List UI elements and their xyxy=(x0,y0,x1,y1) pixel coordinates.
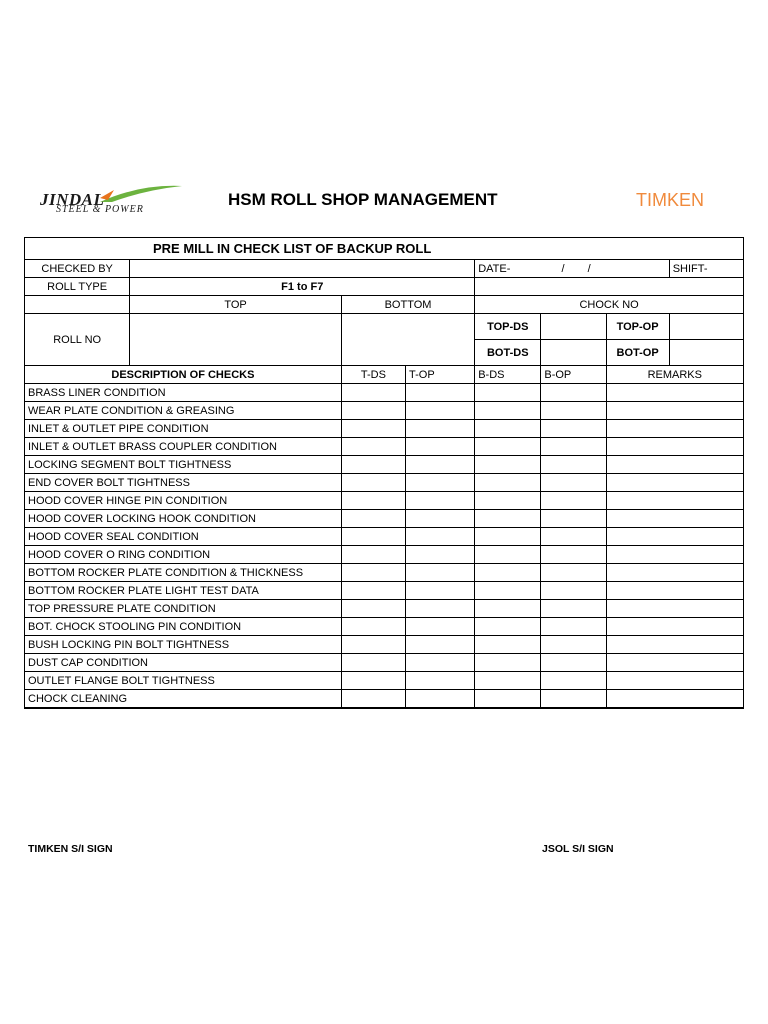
b-op-cell[interactable] xyxy=(541,402,606,420)
roll-type-value[interactable]: F1 to F7 xyxy=(130,278,475,296)
check-description: OUTLET FLANGE BOLT TIGHTNESS xyxy=(25,672,342,690)
table-row xyxy=(25,582,744,600)
t-op-cell[interactable] xyxy=(406,600,475,618)
check-description: END COVER BOLT TIGHTNESS xyxy=(25,474,342,492)
description-header: DESCRIPTION OF CHECKS xyxy=(25,366,342,384)
table-row xyxy=(25,384,744,402)
remarks-cell[interactable] xyxy=(606,474,743,492)
t-op-cell[interactable] xyxy=(406,492,475,510)
check-description: LOCKING SEGMENT BOLT TIGHTNESS xyxy=(25,456,342,474)
t-ds-cell[interactable] xyxy=(341,618,405,636)
t-op-cell[interactable] xyxy=(406,510,475,528)
b-ds-cell[interactable] xyxy=(475,600,541,618)
table-row xyxy=(25,528,744,546)
t-ds-cell[interactable] xyxy=(341,528,405,546)
b-op-cell[interactable] xyxy=(541,564,606,582)
t-op-cell[interactable] xyxy=(406,654,475,672)
chock-no-label: CHOCK NO xyxy=(475,296,744,314)
bot-ds-field[interactable] xyxy=(541,340,606,366)
b-ds-cell[interactable] xyxy=(475,618,541,636)
t-ds-header: T-DS xyxy=(341,366,405,384)
remarks-header: REMARKS xyxy=(606,366,743,384)
b-op-cell[interactable] xyxy=(541,582,606,600)
b-op-cell[interactable] xyxy=(541,636,606,654)
b-ds-cell[interactable] xyxy=(475,672,541,690)
table-row xyxy=(25,438,744,456)
t-ds-cell[interactable] xyxy=(341,474,405,492)
table-row xyxy=(25,690,744,709)
remarks-cell[interactable] xyxy=(606,690,743,709)
t-ds-cell[interactable] xyxy=(341,384,405,402)
checked-by-label: CHECKED BY xyxy=(25,260,130,278)
b-op-cell[interactable] xyxy=(541,510,606,528)
jsol-sign-label: JSOL S/I SIGN xyxy=(542,843,614,855)
check-description: HOOD COVER HINGE PIN CONDITION xyxy=(25,492,342,510)
remarks-cell[interactable] xyxy=(606,420,743,438)
remarks-cell[interactable] xyxy=(606,582,743,600)
date-field[interactable] xyxy=(475,260,670,278)
check-description: HOOD COVER SEAL CONDITION xyxy=(25,528,342,546)
table-row xyxy=(25,510,744,528)
table-row xyxy=(25,546,744,564)
t-op-cell[interactable] xyxy=(406,528,475,546)
t-op-cell[interactable] xyxy=(406,564,475,582)
t-ds-cell[interactable] xyxy=(341,582,405,600)
brand-title: TIMKEN xyxy=(636,190,705,210)
logo-subtext: STEEL & POWER xyxy=(56,204,144,215)
bottom-label: BOTTOM xyxy=(341,296,474,314)
remarks-cell[interactable] xyxy=(606,402,743,420)
remarks-cell[interactable] xyxy=(606,438,743,456)
check-description: BOTTOM ROCKER PLATE CONDITION & THICKNESS xyxy=(25,564,342,582)
top-ds-field[interactable] xyxy=(541,314,606,340)
top-label: TOP xyxy=(130,296,342,314)
b-op-cell[interactable] xyxy=(541,474,606,492)
t-op-cell[interactable] xyxy=(406,546,475,564)
t-op-cell[interactable] xyxy=(406,690,475,709)
b-op-header: B-OP xyxy=(541,366,606,384)
check-description: HOOD COVER O RING CONDITION xyxy=(25,546,342,564)
table-row xyxy=(25,654,744,672)
b-ds-cell[interactable] xyxy=(475,690,541,709)
table-row xyxy=(25,672,744,690)
check-description: BOTTOM ROCKER PLATE LIGHT TEST DATA xyxy=(25,582,342,600)
b-ds-cell[interactable] xyxy=(475,384,541,402)
b-ds-cell[interactable] xyxy=(475,636,541,654)
check-description: INLET & OUTLET PIPE CONDITION xyxy=(25,420,342,438)
t-op-cell[interactable] xyxy=(406,672,475,690)
shift-label: SHIFT- xyxy=(672,262,708,275)
b-op-cell[interactable] xyxy=(541,384,606,402)
date-label: DATE- xyxy=(478,262,511,275)
table-row xyxy=(25,564,744,582)
b-ds-cell[interactable] xyxy=(475,654,541,672)
b-op-cell[interactable] xyxy=(541,438,606,456)
t-ds-cell[interactable] xyxy=(341,654,405,672)
remarks-cell[interactable] xyxy=(606,564,743,582)
check-rows xyxy=(25,384,744,709)
b-ds-cell[interactable] xyxy=(475,438,541,456)
b-ds-cell[interactable] xyxy=(475,528,541,546)
checked-by-field[interactable] xyxy=(130,260,475,278)
t-ds-cell[interactable] xyxy=(341,600,405,618)
date-separator: / xyxy=(587,262,591,275)
check-description: BOT. CHOCK STOOLING PIN CONDITION xyxy=(25,618,342,636)
bot-ds-label: BOT-DS xyxy=(475,340,541,366)
b-ds-cell[interactable] xyxy=(475,456,541,474)
bot-op-field[interactable] xyxy=(669,340,743,366)
top-ds-label: TOP-DS xyxy=(475,314,541,340)
t-ds-cell[interactable] xyxy=(341,420,405,438)
remarks-cell[interactable] xyxy=(606,510,743,528)
t-ds-cell[interactable] xyxy=(341,564,405,582)
check-description: TOP PRESSURE PLATE CONDITION xyxy=(25,600,342,618)
t-op-cell[interactable] xyxy=(406,402,475,420)
b-op-cell[interactable] xyxy=(541,528,606,546)
checklist-form xyxy=(24,237,744,709)
t-ds-cell[interactable] xyxy=(341,636,405,654)
t-ds-cell[interactable] xyxy=(341,672,405,690)
table-row xyxy=(25,636,744,654)
jindal-logo xyxy=(30,180,190,220)
b-ds-cell[interactable] xyxy=(475,402,541,420)
b-ds-header: B-DS xyxy=(475,366,541,384)
b-ds-cell[interactable] xyxy=(475,582,541,600)
form-subtitle: PRE MILL IN CHECK LIST OF BACKUP ROLL xyxy=(25,238,744,260)
b-ds-cell[interactable] xyxy=(475,492,541,510)
timken-sign-label: TIMKEN S/I SIGN xyxy=(28,843,113,855)
b-op-cell[interactable] xyxy=(541,456,606,474)
top-op-label: TOP-OP xyxy=(606,314,669,340)
t-op-cell[interactable] xyxy=(406,384,475,402)
logo-text: JINDAL xyxy=(40,190,105,209)
roll-no-bottom-field[interactable] xyxy=(341,314,474,366)
t-ds-cell[interactable] xyxy=(341,402,405,420)
t-op-cell[interactable] xyxy=(406,456,475,474)
t-op-cell[interactable] xyxy=(406,438,475,456)
t-op-cell[interactable] xyxy=(406,618,475,636)
t-ds-cell[interactable] xyxy=(341,690,405,709)
t-ds-cell[interactable] xyxy=(341,492,405,510)
b-ds-cell[interactable] xyxy=(475,546,541,564)
check-description: INLET & OUTLET BRASS COUPLER CONDITION xyxy=(25,438,342,456)
blank-cell xyxy=(25,296,130,314)
t-op-cell[interactable] xyxy=(406,582,475,600)
remarks-cell[interactable] xyxy=(606,546,743,564)
roll-type-label: ROLL TYPE xyxy=(25,278,130,296)
remarks-cell[interactable] xyxy=(606,618,743,636)
t-op-cell[interactable] xyxy=(406,474,475,492)
b-op-cell[interactable] xyxy=(541,600,606,618)
b-op-cell[interactable] xyxy=(541,546,606,564)
b-op-cell[interactable] xyxy=(541,420,606,438)
t-ds-cell[interactable] xyxy=(341,546,405,564)
check-description: CHOCK CLEANING xyxy=(25,690,342,709)
roll-type-blank xyxy=(475,278,744,296)
b-op-cell[interactable] xyxy=(541,654,606,672)
remarks-cell[interactable] xyxy=(606,636,743,654)
table-row xyxy=(25,402,744,420)
check-description: BUSH LOCKING PIN BOLT TIGHTNESS xyxy=(25,636,342,654)
table-row xyxy=(25,420,744,438)
roll-no-top-field[interactable] xyxy=(130,314,342,366)
top-op-field[interactable] xyxy=(669,314,743,340)
t-ds-cell[interactable] xyxy=(341,510,405,528)
remarks-cell[interactable] xyxy=(606,672,743,690)
check-description: WEAR PLATE CONDITION & GREASING xyxy=(25,402,342,420)
b-ds-cell[interactable] xyxy=(475,510,541,528)
remarks-cell[interactable] xyxy=(606,384,743,402)
t-op-cell[interactable] xyxy=(406,636,475,654)
t-ds-cell[interactable] xyxy=(341,456,405,474)
remarks-cell[interactable] xyxy=(606,528,743,546)
remarks-cell[interactable] xyxy=(606,600,743,618)
t-op-header: T-OP xyxy=(406,366,475,384)
date-separator: / xyxy=(561,262,565,275)
check-description: HOOD COVER LOCKING HOOK CONDITION xyxy=(25,510,342,528)
b-op-cell[interactable] xyxy=(541,672,606,690)
table-row xyxy=(25,492,744,510)
check-description: DUST CAP CONDITION xyxy=(25,654,342,672)
table-row xyxy=(25,600,744,618)
page-title: HSM ROLL SHOP MANAGEMENT xyxy=(228,190,498,209)
table-row xyxy=(25,474,744,492)
b-op-cell[interactable] xyxy=(541,492,606,510)
shift-field[interactable] xyxy=(669,260,743,278)
b-op-cell[interactable] xyxy=(541,618,606,636)
roll-no-label: ROLL NO xyxy=(25,314,130,366)
b-ds-cell[interactable] xyxy=(475,564,541,582)
t-op-cell[interactable] xyxy=(406,420,475,438)
remarks-cell[interactable] xyxy=(606,492,743,510)
table-row xyxy=(25,618,744,636)
b-ds-cell[interactable] xyxy=(475,420,541,438)
remarks-cell[interactable] xyxy=(606,654,743,672)
b-op-cell[interactable] xyxy=(541,690,606,709)
t-ds-cell[interactable] xyxy=(341,438,405,456)
bot-op-label: BOT-OP xyxy=(606,340,669,366)
check-description: BRASS LINER CONDITION xyxy=(25,384,342,402)
b-ds-cell[interactable] xyxy=(475,474,541,492)
remarks-cell[interactable] xyxy=(606,456,743,474)
table-row xyxy=(25,456,744,474)
